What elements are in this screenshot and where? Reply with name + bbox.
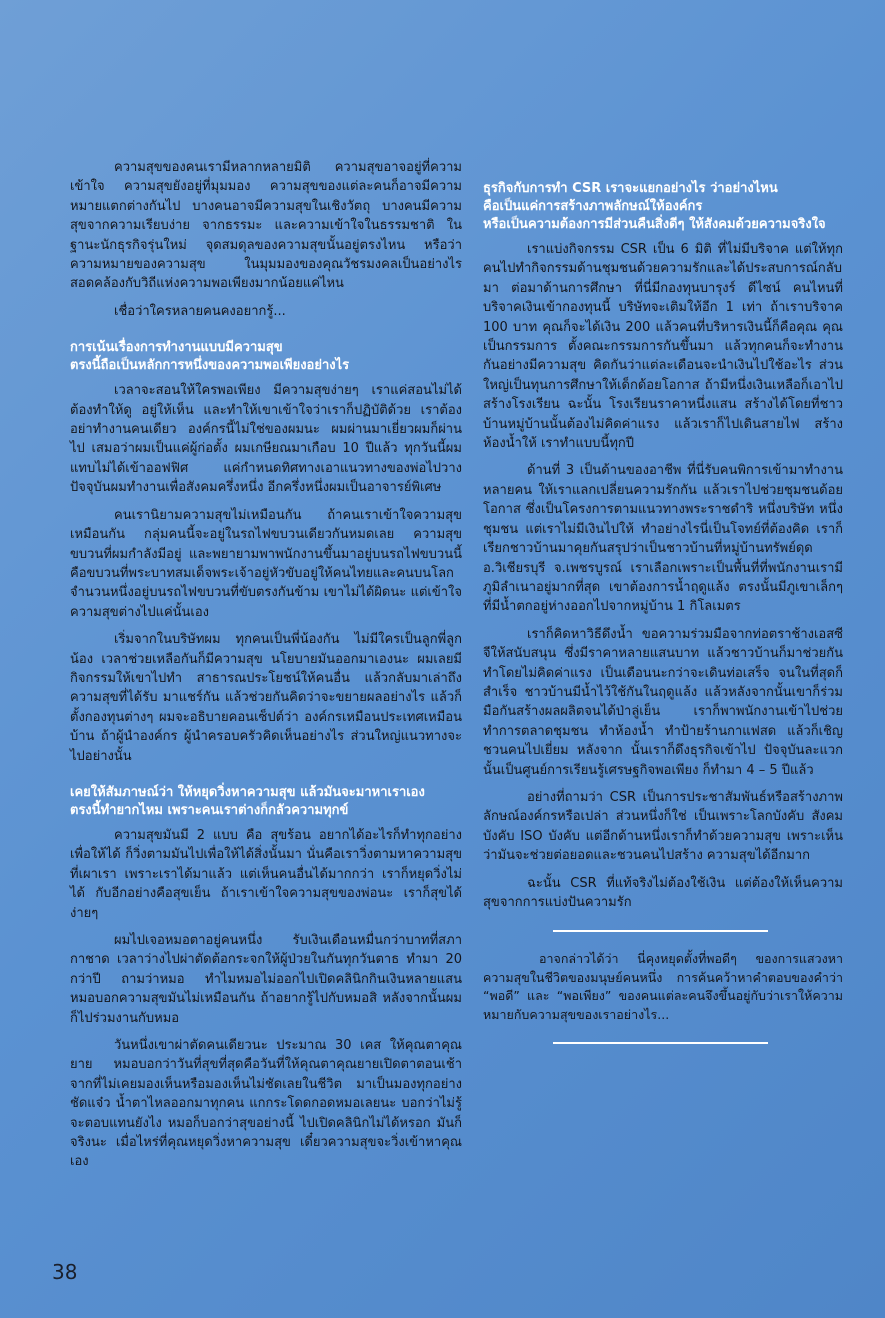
- body-paragraph: คนเรานิยามความสุขไม่เหมือนกัน ถ้าคนเราเข้าใจความสุขเหมือนกัน กลุ่มคนนี้จะอยู่ในรถไฟขบวนเดียวกันหมดเลย ความสุขขบวนที่ผมกำลังมีอยู่ และพยายามพาพนักงานขึ้นมาอยู่บนรถไฟขบวนนี้ คือขบวนที่พระบาทสมเด็จพระเจ้าอยู่หัวขับอยู่ให้คนไทยและคนบนโลกจำนวนหนึ่งอยู่บนรถไฟขบวนที่ขับตรงกันข้าม เขาไม่ได้ผิดนะ แต่เข้าใจความสุขต่างไปแค่นั้นเอง: [70, 507, 462, 620]
- body-paragraph: ความสุขมันมี 2 แบบ คือ สุขร้อน อยากได้อะไรก็ทำทุกอย่างเพื่อให้ได้ ก็วิ่งตามมันไปเพื่อให้ได้สิ่งนั้นมา นั่นคือเราวิ่งตามหาความสุขที่เผาเรา เพราะเราได้มาแล้ว แต่เห็นคนอื่นได้มากกว่า เราก็หยุดวิ่งไม่ได้ กับอีกอย่างคือสุขเย็น ถ้าเราเข้าใจความสุขของพ่อนะ เราก็สุขได้ง่ายๆ: [70, 827, 462, 921]
- body-paragraph: วันหนึ่งเขาผ่าตัดคนเดียวนะ ประมาณ 30 เคส ให้คุณตาคุณยาย หมอบอกว่าวันที่สุขที่สุดคือวันที่ให้คุณตาคุณยายเปิดตาตอนเช้า จากที่ไม่เคยมองเห็นหรือมองเห็นไม่ชัดเลยในชีวิต มาเป็นมองทุกอย่างชัดแจ๋ว น้ำตาไหลออกมาทุกคน แกกระโดดกอดหมอเลยนะ บอกว่าไม่รู้จะตอบแทนยังไง หมอก็บอกว่าสุขอย่างนี้ ไปเปิดคลินิกไม่ได้หรอก มันก็จริงนะ เมื่อไหร่ที่คุณหยุดวิ่งหาความสุข เดี๋ยวความสุขจะวิ่งเข้าหาคุณเอง: [70, 1038, 462, 1170]
- divider-bottom: [553, 1042, 768, 1044]
- heading-line: ตรงนี้ทำยากไหม เพราะคนเราต่างก็กลัวความทุกข์: [70, 802, 349, 818]
- heading-line: หรือเป็นความต้องการมีส่วนคืนสิ่งดีๆ ให้สังคมด้วยความจริงใจ: [483, 217, 826, 232]
- page-number: 38: [52, 1260, 78, 1284]
- section-heading-csr: [483, 180, 843, 234]
- heading-line: ธุรกิจกับการทำ CSR เราจะแยกอย่างไร ว่าอย่างไหน: [483, 181, 778, 196]
- divider-top: [553, 930, 768, 932]
- heading-line: การเน้นเรื่องการทำงานแบบมีความสุข: [70, 340, 283, 356]
- body-paragraph: เราแบ่งกิจกรรม CSR เป็น 6 มิติ ที่ไม่มีบริจาค แต่ให้ทุกคนไปทำกิจกรรมด้านชุมชนด้วยความรักและได้ประสบการณ์กลับมา ต่อมาด้านการศึกษา ที่นี่มีกองทุนบารุงร์ ดีไซน์ คนไหนที่บริจาคเงินเข้ากองทุนนี้ บริษัทจะเติมให้อีก 1 เท่า ถ้าเราบริจาค 100 บาท คุณก็จะได้เงิน 200 แล้วคนที่บริหารเงินนี้ก็คือคุณ คุณเป็นกรรมการ ตั้งคณะกรรมการกันขึ้นมา แล้วทุกคนก็จะทำงานกันอย่างมีความสุข คิดกันว่าแต่ละเดือนจะนำเงินไปใช้อะไร ส่วนใหญ่เป็นทุนการศึกษาให้เด็กด้อยโอกาส ถ้ามีหนึ่งเงินเหลือก็เอาไปสร้างโรงเรียน ฉะนั้น โรงเรียนราคาหนึ่งแสน สร้างได้โดยที่ชาวบ้านหมู่บ้านนั้นต้องไม่คิดค่าแรง แล้วเราก็ไปเดินสายไฟ สร้างห้องน้ำให้ เราทำแบบนี้ทุกปี: [483, 242, 843, 452]
- body-paragraph: ฉะนั้น CSR ที่แท้จริงไม่ต้องใช้เงิน แต่ต้องให้เห็นความสุขจากการแบ่งปันความรัก: [483, 875, 843, 910]
- closing-paragraph: อาจกล่าวได้ว่า นี่คุงหยุดตั้งที่พอดีๆ ของการแสวงหาความสุขในชีวิตของมนุษย์คนหนึ่ง การค้นคว้าหาคำตอบของคำว่า “พอดี” และ “พอเพียง” ของคนแต่ละคนจึงขึ้นอยู่กับว่าเราให้ความหมายกับความสุขของเราอย่างไร...: [483, 951, 843, 1022]
- right-column: [483, 180, 843, 1062]
- body-paragraph: ด้านที่ 3 เป็นด้านของอาชีพ ที่นี่รับคนพิการเข้ามาทำงานหลายคน ให้เราแลกเปลี่ยนความรักกัน แล้วเราไปช่วยชุมชนด้อยโอกาส ซึ่งเป็นโครงการตามแนวทางพระราชดำริ หนึ่งบริษัท หนึ่งชุมชน แต่เราไม่มีเงินไปให้ ทำอย่างไรนี่เป็นโจทย์ที่ต้องคิด เราก็เรียกชาวบ้านมาคุยกันสรุปว่าเป็นชาวบ้านที่หมู่บ้านทรัพย์ดุด อ.วิเชียรบุรี จ.เพชรบูรณ์ เราเลือกเพราะเป็นพื้นที่ที่พนักงานเรามีภูมิลำเนาอยู่มากที่สุด เขาต้องการน้ำฤดูแล้ง ตรงนั้นมีภูเขาเล็กๆ ที่มีน้ำตกอยู่ห่างออกไปจากหมู่บ้าน 1 กิโลเมตร: [483, 463, 843, 615]
- body-paragraph: เวลาจะสอนให้ใครพอเพียง มีความสุขง่ายๆ เราแค่สอนไม่ได้ ต้องทำให้ดู อยู่ให้เห็น และทำให้เขาเข้าใจว่าเราก็ปฏิบัติด้วย เราต้องอย่าทำงานคนเดียว องค์กรนี้ไม่ใช่ของผมนะ ผมผ่านมาเยี่ยวผมก็ผ่านไป เสมอว่าผมเป็นแค่ผู้ก่อตั้ง ผมเกษียณมาเกือบ 10 ปีแล้ว ทุกวันนี้ผมแทบไม่ได้เข้าออฟฟิศ แค่กำหนดทิศทางเอาแนวทางของพ่อไปวาง ปัจจุบันผมทำงานเพื่อสังคมครึ่งหนึ่ง อีกครึ่งหนึ่งผมเป็นอาจารย์พิเศษ: [70, 383, 462, 496]
- section-heading-happy-work: [70, 339, 462, 375]
- heading-line: คือเป็นแค่การสร้างภาพลักษณ์ให้องค์กร: [483, 199, 703, 214]
- heading-line: เคยให้สัมภาษณ์ว่า ให้หยุดวิ่งหาความสุข แล้วมันจะมาหาเราเอง: [70, 784, 425, 800]
- body-paragraph: เริ่มจากในบริษัทผม ทุกคนเป็นพี่น้องกัน ไม่มีใครเป็นลูกพี่ลูกน้อง เวลาช่วยเหลือกันก็มีความสุข นโยบายมันออกมาเองนะ ผมเลยมีกิจกรรมให้เขาไปทำ สาธารณประโยชน์ให้คนอื่น แล้วกลับมาเล่าถึงความสุขที่ได้รับ มาแชร์กัน แล้วช่วยกันคิดว่าจะขยายผลอย่างไร แล้วก็ตั้งกองทุนต่างๆ ผมจะอธิบายคอนเซ็ปต์ว่า องค์กรเหมือนประเทศเหมือนบ้าน ถ้าผู้นำองค์กร ผู้นำครอบครัวคิดเห็นอย่างไร ส่วนใหญ่แนวทางจะไปอย่างนั้น: [70, 632, 462, 764]
- heading-line: ตรงนี้ถือเป็นหลักการหนึ่งของความพอเพียงอย่างไร: [70, 358, 350, 374]
- intro-paragraph-1: ความสุขของคนเรามีหลากหลายมิติ ความสุขอาจอยู่ที่ความเข้าใจ ความสุขยังอยู่ที่มุมมอง ความสุขของแต่ละคนก็อาจมีความหมายแตกต่างกันไป บางคนอาจมีความสุขในเชิงวัตถุ บางคนมีความสุขจากความเรียบง่าย จากธรรมะ และความเข้าใจในธรรมชาติ ในฐานะนักธุรกิจรุ่นใหม่ จุดสมดุลของความสุขนั้นอยู่ตรงไหน หรือว่าความหมายของความสุข ในมุมมองของคุณวัชรมงคลเป็นอย่างไร สอดคล้องกับวิถีแห่งความพอเพียงมากน้อยแค่ไหน: [70, 160, 462, 292]
- body-paragraph: ผมไปเจอหมอตาอยู่คนหนึ่ง รับเงินเดือนหมื่นกว่าบาทที่สภากาชาด เวลาว่างไปผ่าตัดต้อกระจกให้ผู้ป่วยในกันทุกวันตาธ ทำมา 20 กว่าปี ถามว่าหมอ ทำไมหมอไม่ออกไปเปิดคลินิกกินเงินหลายแสน หมอบอกความสุขมันไม่เหมือนกัน ถ้าอยากรู้ไปกับหมอสิ หลังจากนั้นผมก็ไปร่วมงานกับหมอ: [70, 933, 462, 1026]
- intro-paragraph-2: เชื่อว่าใครหลายคนคงอยากรู้...: [114, 303, 286, 319]
- body-paragraph: อย่างที่ถามว่า CSR เป็นการประชาสัมพันธ์หรือสร้างภาพลักษณ์องค์กรหรือเปล่า ส่วนหนึ่งก็ใช่ เป็นเพราะโลกบังคับ สังคมบังคับ ISO บังคับ แต่อีกด้านหนึ่งเราก็ทำด้วยความสุข เพราะเห็นว่ามันจะช่วยต่อยอดและชวนคนไปสร้าง ความสุขได้อีกมาก: [483, 789, 843, 864]
- section-heading-stop-chasing: [70, 784, 462, 820]
- left-column: [70, 158, 462, 1180]
- body-paragraph: เราก็คิดหาวิธีดึงน้ำ ขอความร่วมมือจากท่อตราช้างเอสซีจีให้สนับสนุน ซึ่งมีราคาหลายแสนบาท แล้วชาวบ้านก็มาช่วยกันทำโดยไม่คิดค่าแรง เป็นเดือนนะกว่าจะเดินท่อเสร็จ จนในที่สุดก็สำเร็จ ชาวบ้านมีน้ำไว้ใช้กันในฤดูแล้ง แล้วหลังจากนั้นเขาก็ร่วมมือกันสร้างผลผลิตจนได้ป่าลู่เย็น เราก็พาพนักงานเข้าไปช่วยทำการตลาดชุมชน ทำห้องน้ำ ทำป้ายร้านกาแฟสด แล้วก็เชิญชวนคนไปเยี่ยม หลังจาก นั้นเราก็ดึงธุรกิจเข้าไป ปัจจุบันละแวกนั้นเป็นศูนย์การเรียนรู้เศรษฐกิจพอเพียง ก็ทำมา 4 – 5 ปีแล้ว: [483, 626, 843, 778]
